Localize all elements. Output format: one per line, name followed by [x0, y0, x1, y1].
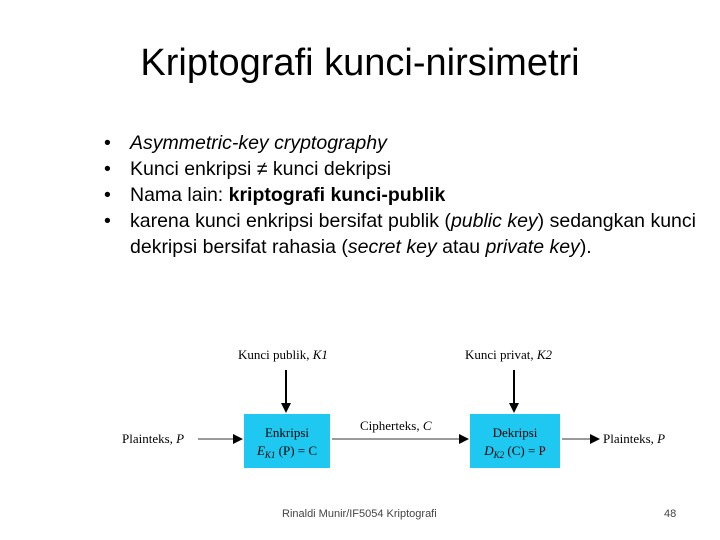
bullet-text-2b: kunci dekripsi: [267, 158, 392, 180]
bullet-text-4c: ) sedangkan kunci dekripsi bersifat rahasia (: [130, 210, 696, 258]
bullet-dot-icon: •: [104, 158, 111, 180]
bullet-list: [104, 130, 696, 260]
bullet-text-4a: karena kunci enkripsi bersifat publik (: [130, 210, 451, 232]
bullet-text-1: Asymmetric-key cryptography: [130, 132, 387, 154]
footer-credit: Rinaldi Munir/IF5054 Kriptografi: [282, 508, 437, 520]
bullet-text-4-secret-key: secret key: [347, 236, 437, 258]
bullet-text-4e: atau: [436, 236, 486, 258]
plaintext-in-label: Plainteks, P: [122, 431, 185, 446]
encryption-diagram: [110, 342, 690, 482]
public-key-label: Kunci publik, K1: [238, 347, 328, 362]
bullet-dot-icon: •: [104, 132, 111, 154]
plaintext-out-label: Plainteks, P: [603, 431, 666, 446]
encrypt-box: [244, 414, 330, 468]
bullet-dot-icon: •: [104, 184, 111, 206]
not-equal-symbol: ≠: [256, 158, 268, 180]
decrypt-title: Dekripsi: [492, 425, 538, 440]
decrypt-box: [470, 414, 560, 468]
bullet-text-3a: Nama lain:: [130, 184, 229, 206]
page-number: 48: [664, 508, 677, 520]
bullet-item-2: [104, 156, 696, 182]
encrypt-formula: $E_{K1}$ (P) = C: [256, 443, 318, 460]
bullet-dot-icon: •: [104, 210, 111, 232]
bullet-item-3: [104, 182, 696, 208]
ciphertext-label: Cipherteks, C: [360, 418, 432, 433]
bullet-text-4-private-key: private key: [485, 236, 580, 258]
slide-title: Kriptografi kunci-nirsimetri: [140, 42, 580, 84]
decrypt-formula: $D_{K2}$ (C) = P: [484, 443, 546, 460]
bullet-text-4g: ).: [579, 236, 592, 258]
private-key-label: Kunci privat, K2: [465, 347, 553, 362]
bullet-text-3-bold: kriptografi kunci-publik: [228, 184, 446, 206]
bullet-item-1: [104, 130, 696, 156]
bullet-text-4-public-key: public key: [450, 210, 538, 232]
bullet-text-2a: Kunci enkripsi: [130, 158, 257, 180]
encrypt-title: Enkripsi: [264, 425, 310, 440]
bullet-item-4: [104, 208, 696, 260]
